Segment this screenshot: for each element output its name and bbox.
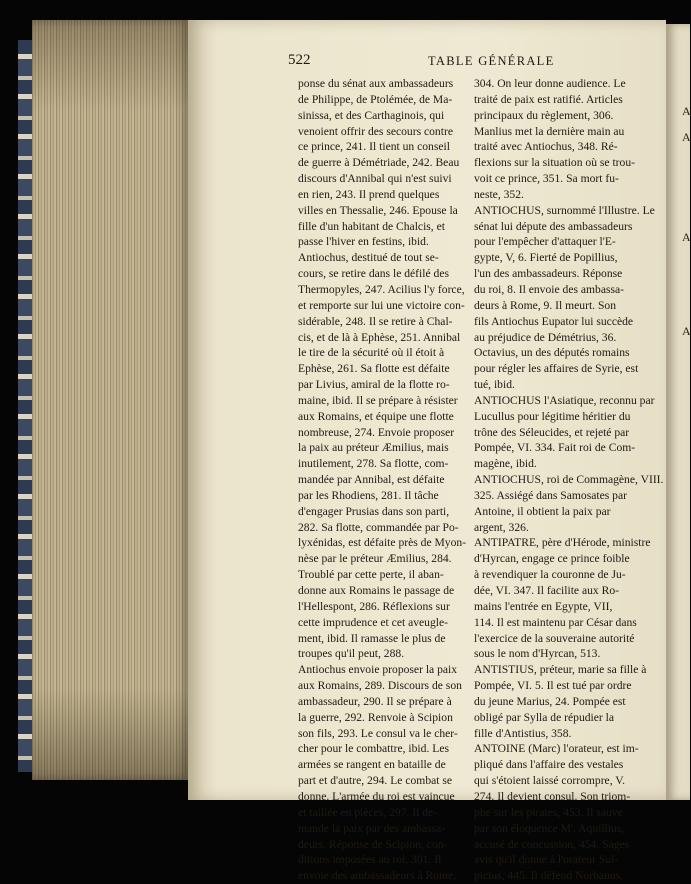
text-line: cher pour le combattre, ibid. Les: [298, 742, 449, 756]
text-line: par son éloquence M'. Aquillius,: [474, 821, 625, 835]
text-line: flexions sur la situation où se trou-: [474, 156, 635, 170]
text-line: ambassadeur, 290. Il se prépare à: [298, 694, 452, 708]
text-line: fille d'un habitant de Chalcis, et: [298, 219, 445, 233]
text-line: troupes qu'il peut, 288.: [298, 647, 405, 661]
text-line: fille d'Antistius, 358.: [474, 726, 572, 740]
text-line: discours d'Annibal qui n'est suivi: [298, 172, 452, 186]
text-line: mande la paix par des ambassa-: [298, 821, 446, 835]
text-line: ditions imposées au roi, 301. Il: [298, 853, 442, 867]
text-line: Lucullus pour légitime héritier du: [474, 409, 631, 423]
next-page-letter: A: [682, 104, 691, 118]
text-line: avis qu'il donne à l'orateur Sul-: [474, 853, 619, 867]
text-line: sénat lui députe des ambassadeurs: [474, 219, 633, 233]
text-line: accusé de concussion, 454. Sages: [474, 837, 630, 851]
text-line: ANTISTIUS, préteur, marie sa fille à: [474, 663, 647, 677]
text-line: Manlius met la dernière main au: [474, 124, 625, 138]
text-line: Troublé par cette perte, il aban-: [298, 568, 444, 582]
text-line: 304. On leur donne audience. Le: [474, 77, 626, 90]
text-line: traité de paix est ratifié. Articles: [474, 92, 623, 106]
running-title: TABLE GÉNÉRALE: [428, 54, 555, 68]
text-line: Octavius, un des députés romains: [474, 346, 630, 360]
text-line: gypte, V, 6. Fierté de Popillius,: [474, 251, 618, 265]
text-line: part et d'autre, 294. Le combat se: [298, 774, 453, 788]
text-line: son fils, 293. Le consul va le cher-: [298, 726, 458, 740]
text-line: et taillée en pièces, 297. Il de-: [298, 805, 438, 819]
text-line: cours, se retire dans le défilé des: [298, 267, 449, 281]
text-line: Pompée, VI. 334. Fait roi de Com-: [474, 441, 636, 455]
text-line: cis, et de là à Ephèse, 251. Annibal: [298, 330, 461, 344]
text-line: neste, 352.: [474, 187, 524, 201]
text-line: armées se rangent en bataille de: [298, 758, 446, 772]
text-line: picius, 445. Il défend Norbanus,: [474, 869, 624, 883]
text-line: aux Romains, et équipe une flotte: [298, 409, 454, 423]
text-line: la paix au préteur Æmilius, mais: [298, 441, 449, 455]
text-line: ANTIOCHUS, surnommé l'Illustre. Le: [474, 203, 655, 217]
text-line: envoie des ambassadeurs à Rome,: [298, 869, 457, 883]
text-line: cette imprudence et cet aveugle-: [298, 615, 448, 629]
page-header: [288, 52, 663, 70]
text-line: venoient offrir des secours contre: [298, 124, 453, 138]
text-line: sous le nom d'Hyrcan, 513.: [474, 647, 601, 661]
text-line: donne. L'armée du roi est vaincue: [298, 789, 455, 803]
text-line: ANTIOCHUS l'Asiatique, reconnu par: [474, 393, 655, 407]
text-line: passe l'hiver en festins, ibid.: [298, 235, 429, 249]
text-line: au préjudice de Démétrius, 36.: [474, 330, 617, 344]
text-line: Thermopyles, 247. Acilius l'y force,: [298, 282, 465, 296]
text-line: pliqué dans l'affaire des vestales: [474, 758, 624, 772]
text-line: par les Rhodiens, 281. Il tâche: [298, 488, 439, 502]
text-line: Antoine, il obtient la paix par: [474, 504, 611, 518]
text-line: aux Romains, 289. Discours de son: [298, 679, 462, 693]
text-line: le tire de la sécurité où il étoit à: [298, 346, 445, 360]
page-edges-shadow: [32, 20, 190, 780]
text-line: de Philippe, de Ptolémée, de Ma-: [298, 92, 453, 106]
text-line: Antiochus, destitué de tout se-: [298, 251, 439, 265]
text-line: du jeune Marius, 24. Pompée est: [474, 694, 626, 708]
text-line: ponse du sénat aux ambassadeurs: [298, 77, 454, 90]
text-line: argent, 326.: [474, 520, 529, 534]
text-line: la guerre, 292. Renvoie à Scipion: [298, 710, 453, 724]
text-line: par Livius, amiral de la flotte ro-: [298, 378, 450, 392]
text-line: nèse par le préteur Æmilius, 284.: [298, 552, 452, 566]
text-line: ANTIPATRE, père d'Hérode, ministre: [474, 536, 651, 550]
text-line: mains l'entrée en Egypte, VII,: [474, 599, 613, 613]
text-line: ce prince, 241. Il tient un conseil: [298, 140, 450, 154]
text-line: deurs à Rome, 9. Il meurt. Son: [474, 298, 617, 312]
text-line: voit ce prince, 351. Sa mort fu-: [474, 172, 619, 186]
text-line: magène, ibid.: [474, 457, 537, 471]
left-text-column: [298, 76, 467, 884]
text-line: pour régler les affaires de Syrie, est: [474, 362, 639, 376]
text-line: deurs. Réponse de Scipion, con-: [298, 837, 448, 851]
text-line: obligé par Sylla de répudier la: [474, 710, 615, 724]
text-line: du roi, 8. Il envoie des ambassa-: [474, 282, 625, 296]
text-line: nombreuse, 274. Envoie proposer: [298, 425, 455, 439]
next-page-letter: A: [682, 130, 691, 144]
text-line: ANTOINE (Marc) l'orateur, est im-: [474, 742, 639, 756]
text-line: traité avec Antiochus, 348. Ré-: [474, 140, 618, 154]
text-line: sidérable, 248. Il se retire à Chal-: [298, 314, 453, 328]
text-line: mandée par Annibal, est défaite: [298, 473, 445, 487]
text-line: lyxénidas, est défaite près de Myon-: [298, 536, 467, 550]
text-line: d'engager Prusias dans son parti,: [298, 504, 450, 518]
text-line: et remporte sur lui une victoire con-: [298, 298, 465, 312]
text-line: à revendiquer la couronne de Ju-: [474, 568, 626, 582]
text-line: Pompée, VI. 5. Il est tué par ordre: [474, 679, 632, 693]
text-line: Antiochus envoie proposer la paix: [298, 663, 458, 677]
text-line: sinissa, et des Carthaginois, qui: [298, 108, 445, 122]
text-line: 114. Il est maintenu par César dans: [474, 615, 637, 629]
text-line: fils Antiochus Eupator lui succède: [474, 314, 634, 328]
text-line: principaux du règlement, 306.: [474, 108, 614, 122]
text-line: 274. Il devient consul. Son triom-: [474, 789, 631, 803]
text-line: l'exercice de la souveraine autorité: [474, 631, 635, 645]
text-line: 282. Sa flotte, commandée par Po-: [298, 520, 459, 534]
text-line: maine, ibid. Il se prépare à résister: [298, 393, 458, 407]
text-line: d'Hyrcan, engage ce prince foible: [474, 552, 630, 566]
right-text-column: [474, 76, 664, 884]
text-line: villes en Thessalie, 246. Epouse la: [298, 203, 458, 217]
text-line: Ephèse, 261. Sa flotte est défaite: [298, 362, 450, 376]
text-line: l'Hellespont, 286. Réflexions sur: [298, 599, 450, 613]
text-line: 325. Assiégé dans Samosates par: [474, 488, 627, 502]
page-number: 522: [288, 52, 311, 68]
text-line: inutilement, 278. Sa flotte, com-: [298, 457, 449, 471]
text-line: pour l'empêcher d'attaquer l'E-: [474, 235, 616, 249]
text-line: tué, ibid.: [474, 378, 515, 392]
text-line: ment, ibid. Il ramasse le plus de: [298, 631, 446, 645]
next-page-letter: A: [682, 230, 691, 244]
text-line: en rien, 243. Il prend quelques: [298, 187, 440, 201]
text-line: donne aux Romains le passage de: [298, 584, 455, 597]
text-line: dée, VI. 347. Il facilite aux Ro-: [474, 584, 619, 597]
text-line: phe sur les pirates, 453. Il sauve: [474, 805, 623, 819]
text-line: trône des Séleucides, et rejeté par: [474, 425, 630, 439]
next-page-letter: A: [682, 324, 691, 338]
text-line: de guerre à Démétriade, 242. Beau: [298, 156, 460, 170]
text-line: qui s'étoient laissé corrompre, V.: [474, 774, 626, 788]
text-line: l'un des ambassadeurs. Réponse: [474, 267, 623, 281]
text-line: ANTIOCHUS, roi de Commagène, VIII.: [474, 473, 664, 487]
